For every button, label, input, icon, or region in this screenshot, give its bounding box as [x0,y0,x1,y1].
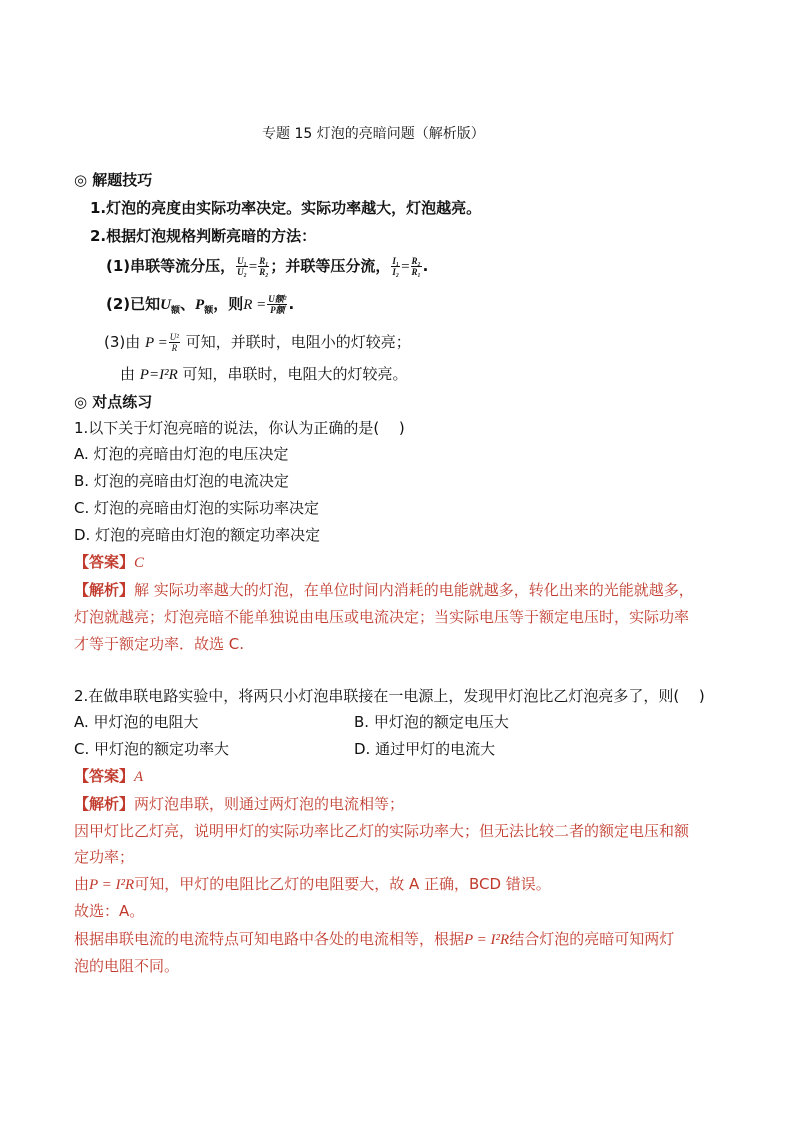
q1-option-a: A. 灯泡的亮暗由灯泡的电压决定 [74,445,289,463]
q2-analysis-line-3: 定功率； [74,848,135,866]
tip-item-2: 2.根据灯泡规格判断亮暗的方法： [90,227,317,245]
fraction-denominator: P额 [270,305,285,315]
q1-answer-label: 【答案】 [74,553,135,571]
subscript-rated: 额 [204,306,214,316]
tip-sub-1 [106,256,428,277]
tip-sub-3 [104,332,411,353]
q2-analysis-line-5: 故选：A。 [74,902,145,920]
tip-sub-1-mid: ；并联等压分流， [270,257,391,275]
q2-answer-value: A [134,769,144,785]
fraction-ue2-pe [267,294,287,315]
q2-analysis-line-1 [74,794,404,814]
formula-p-i2r: P = I²R [89,877,135,893]
tip-sub-2-prefix: (2)已知 [106,295,161,313]
fraction-r2-r1 [411,256,422,277]
formula-p-i2r: P=I²R [139,367,178,383]
fraction-denominator: R [171,343,178,353]
q2-analysis-text: 两灯泡串联，则通过两灯泡的电流相等； [134,795,405,813]
q2-analysis-line-6 [74,929,674,950]
tip-sub-3-prefix: (3)由 [104,333,141,351]
formula-p-i2r: P = I²R [464,932,510,948]
q2-stem: 2.在做串联电路实验中，将两只小灯泡串联接在一电源上，发现甲灯泡比乙灯泡亮多了，则( ) [74,687,705,705]
fraction-denominator: I₂ [392,267,400,277]
fraction-u1-u2 [236,256,248,277]
tip-sub-2 [106,294,294,321]
q1-analysis-text: 解 实际功率越大的灯泡，在单位时间内消耗的电能就越多，转化出来的光能就越多， [134,581,694,599]
fraction-u2-r [169,332,180,353]
q2-analysis-line-7: 泡的电阻不同。 [74,957,180,975]
fraction-numerator: R₂ [411,256,421,266]
tip-sub-1-end: . [422,257,429,275]
fraction-denominator: R₁ [411,267,421,277]
q1-stem: 1.以下关于灯泡亮暗的说法，你认为正确的是( ) [74,419,405,437]
fraction-numerator: R₁ [259,256,269,266]
tip-sub-4 [120,364,408,385]
q2-option-d: D. 通过甲灯的电流大 [354,740,496,758]
tip-item-1: 1.灯泡的亮度由实际功率决定。实际功率越大，灯泡越亮。 [90,199,482,217]
fraction-numerator: U² [169,332,179,342]
equals-sign: = [248,259,258,275]
q1-answer-value: C [134,555,145,571]
q1-option-b: B. 灯泡的亮暗由灯泡的电流决定 [74,472,289,490]
q2-analysis-line-4 [74,874,551,895]
fraction-r1-r2 [258,256,269,277]
fraction-denominator: U₂ [237,267,247,277]
q2-analysis-line-6-text: 结合灯泡的亮暗可知两灯 [509,930,675,948]
tip-sub-1-prefix: (1)串联等流分压， [106,257,236,275]
q1-analysis-line-1 [74,580,694,600]
q2-option-c: C. 甲灯泡的额定功率大 [74,740,230,758]
q2-analysis-line-6-prefix: 根据串联电流的电流特点可知电路中各处的电流相等，根据 [74,930,465,948]
tip-sub-3-text: 可知，并联时，电阻小的灯较亮； [185,333,411,351]
practice-heading: ◎ 对点练习 [74,393,153,411]
tip-sub-4-prefix: 由 [120,365,136,383]
equals-sign: = [401,259,410,275]
tip-sub-4-text: 可知，串联时，电阻大的灯较亮。 [182,365,408,383]
q1-option-d: D. 灯泡的亮暗由灯泡的额定功率决定 [74,526,321,544]
q2-analysis-line-4-prefix: 由 [74,875,90,893]
q1-analysis-line-2: 灯泡就越亮；灯泡亮暗不能单独说由电压或电流决定；当实际电压等于额定电压时，实际功率 [74,608,690,626]
tips-heading: ◎ 解题技巧 [74,171,153,189]
q2-analysis-line-4-text: 可知，甲灯的电阻比乙灯的电阻要大，故 A 正确，BCD 错误。 [134,875,551,893]
fraction-i1-i2 [391,256,400,277]
fraction-numerator: U₁ [237,256,247,266]
q2-option-b: B. 甲灯泡的额定电压大 [354,713,509,731]
q2-option-a: A. 甲灯泡的电阻大 [74,713,199,731]
q2-analysis-label: 【解析】 [74,795,135,813]
fraction-denominator: R₂ [259,267,269,277]
fraction-numerator: U额² [268,294,287,304]
symbol-u: U [160,297,171,313]
q1-answer [74,552,144,573]
q2-answer [74,766,143,787]
q1-analysis-label: 【解析】 [74,581,135,599]
formula-r-eq: R = [243,297,267,313]
tip-sub-2-then: ，则 [213,295,244,313]
formula-p-eq: P = [145,335,168,351]
fraction-numerator: I₁ [392,256,400,266]
q1-analysis-line-3: 才等于额定功率．故选 C. [74,635,245,653]
q2-answer-label: 【答案】 [74,767,135,785]
tip-sub-2-end: . [288,295,295,313]
q1-option-c: C. 灯泡的亮暗由灯泡的实际功率决定 [74,499,320,517]
symbol-p: P [195,297,205,313]
q2-analysis-line-2: 因甲灯比乙灯亮，说明甲灯的实际功率比乙灯的实际功率大；但无法比较二者的额定电压和额 [74,822,690,840]
page-title: 专题 15 灯泡的亮暗问题（解析版） [262,126,485,142]
separator: 、 [180,295,196,313]
subscript-rated: 额 [171,306,181,316]
